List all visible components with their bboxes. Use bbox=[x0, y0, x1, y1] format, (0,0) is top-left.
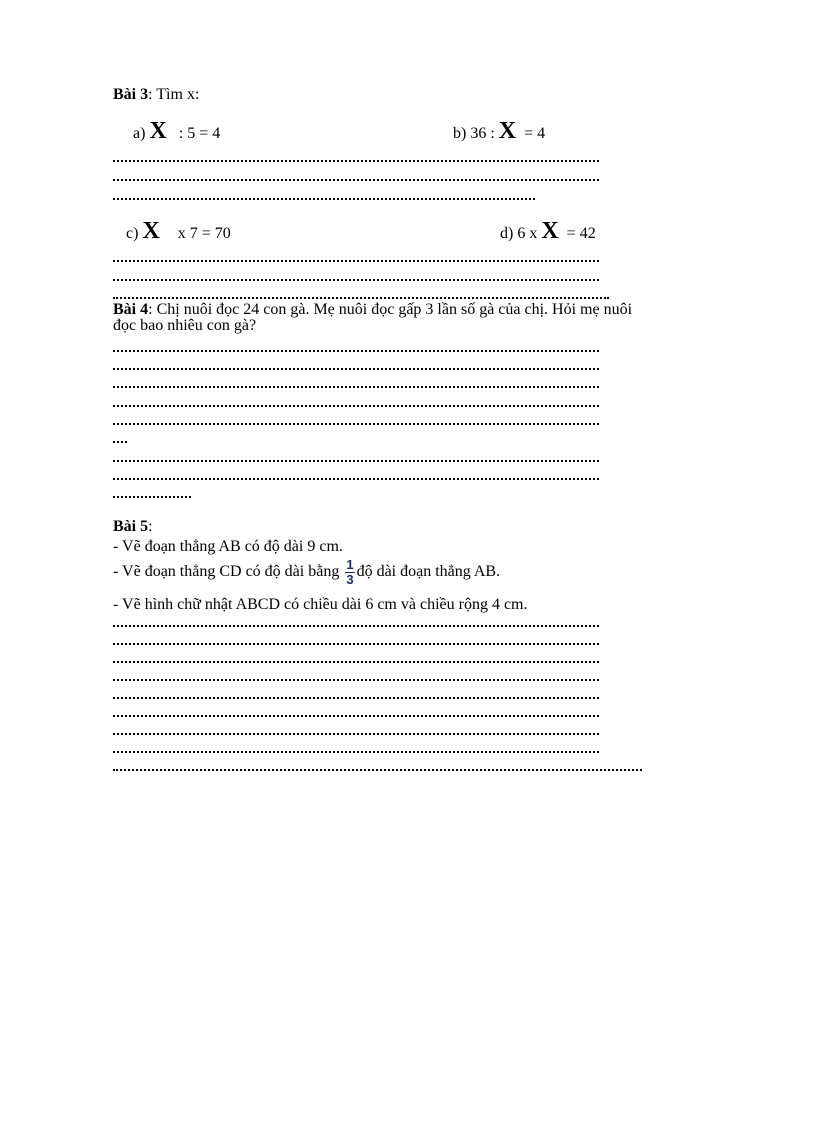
bai5-item-2-after: độ dài đoạn thẳng AB. bbox=[356, 563, 501, 580]
answer-line bbox=[113, 460, 599, 462]
bai4-problem bbox=[113, 302, 632, 334]
exercise-d-label: d) 6 x bbox=[500, 225, 538, 242]
exercise-a-label: a) bbox=[133, 125, 146, 142]
answer-line bbox=[113, 643, 599, 645]
fraction-numerator: 1 bbox=[346, 556, 354, 572]
answer-line bbox=[113, 441, 127, 443]
variable-x: X bbox=[498, 118, 517, 144]
fraction-one-third bbox=[345, 556, 354, 587]
bai3-heading bbox=[113, 86, 199, 104]
bai3-title: Bài 3 bbox=[113, 86, 149, 103]
answer-line bbox=[113, 350, 599, 352]
bai5-colon: : bbox=[148, 518, 153, 535]
fraction-denominator: 3 bbox=[346, 571, 354, 587]
exercise-b-rest: = 4 bbox=[524, 125, 546, 142]
answer-line bbox=[113, 198, 535, 200]
variable-x: X bbox=[142, 218, 160, 244]
bai5-item-2-before: - Vẽ đoạn thẳng CD có độ dài bằng bbox=[113, 563, 340, 580]
exercise-a-rest: : 5 = 4 bbox=[178, 125, 221, 142]
answer-line bbox=[113, 405, 599, 407]
answer-line bbox=[113, 368, 599, 370]
answer-line bbox=[113, 661, 599, 663]
bai4-title: Bài 4 bbox=[113, 301, 149, 318]
bai5-item-2 bbox=[113, 554, 500, 590]
exercise-d-rest: = 42 bbox=[566, 225, 596, 242]
bai4-text-line1: : Chị nuôi đọc 24 con gà. Mẹ nuôi đọc gấp 3 lần số gà của chị. Hỏi mẹ nuôi bbox=[148, 301, 633, 318]
bai4-text-line2: đọc bao nhiêu con gà? bbox=[113, 317, 257, 334]
answer-line bbox=[113, 697, 599, 699]
answer-line bbox=[113, 679, 599, 681]
bai5-title: Bài 5 bbox=[113, 518, 149, 535]
answer-line bbox=[113, 715, 599, 717]
exercise-c-label: c) bbox=[126, 225, 139, 242]
answer-line bbox=[113, 160, 599, 162]
answer-line bbox=[113, 423, 599, 425]
answer-line bbox=[113, 386, 599, 388]
bai5-heading bbox=[113, 518, 153, 536]
variable-x: X bbox=[541, 218, 559, 244]
answer-line bbox=[113, 260, 599, 262]
answer-line bbox=[113, 179, 599, 181]
exercise-b bbox=[453, 118, 545, 145]
variable-x: X bbox=[149, 118, 167, 144]
answer-line bbox=[113, 769, 642, 771]
exercise-c-rest: x 7 = 70 bbox=[177, 225, 231, 242]
answer-line bbox=[113, 751, 599, 753]
answer-line bbox=[113, 625, 599, 627]
exercise-a bbox=[133, 118, 220, 145]
answer-line bbox=[113, 733, 599, 735]
bai5-item-3: - Vẽ hình chữ nhật ABCD có chiều dài 6 cm và chiều rộng 4 cm. bbox=[113, 596, 528, 613]
bai5-item-1: - Vẽ đoạn thẳng AB có độ dài 9 cm. bbox=[113, 538, 343, 555]
answer-line bbox=[113, 496, 191, 498]
exercise-b-label: b) 36 : bbox=[453, 125, 495, 142]
answer-line bbox=[113, 279, 599, 281]
exercise-d bbox=[500, 218, 596, 245]
answer-line bbox=[113, 297, 609, 299]
answer-line bbox=[113, 478, 599, 480]
exercise-c bbox=[126, 218, 231, 245]
bai3-instruction: : Tìm x: bbox=[148, 86, 200, 103]
